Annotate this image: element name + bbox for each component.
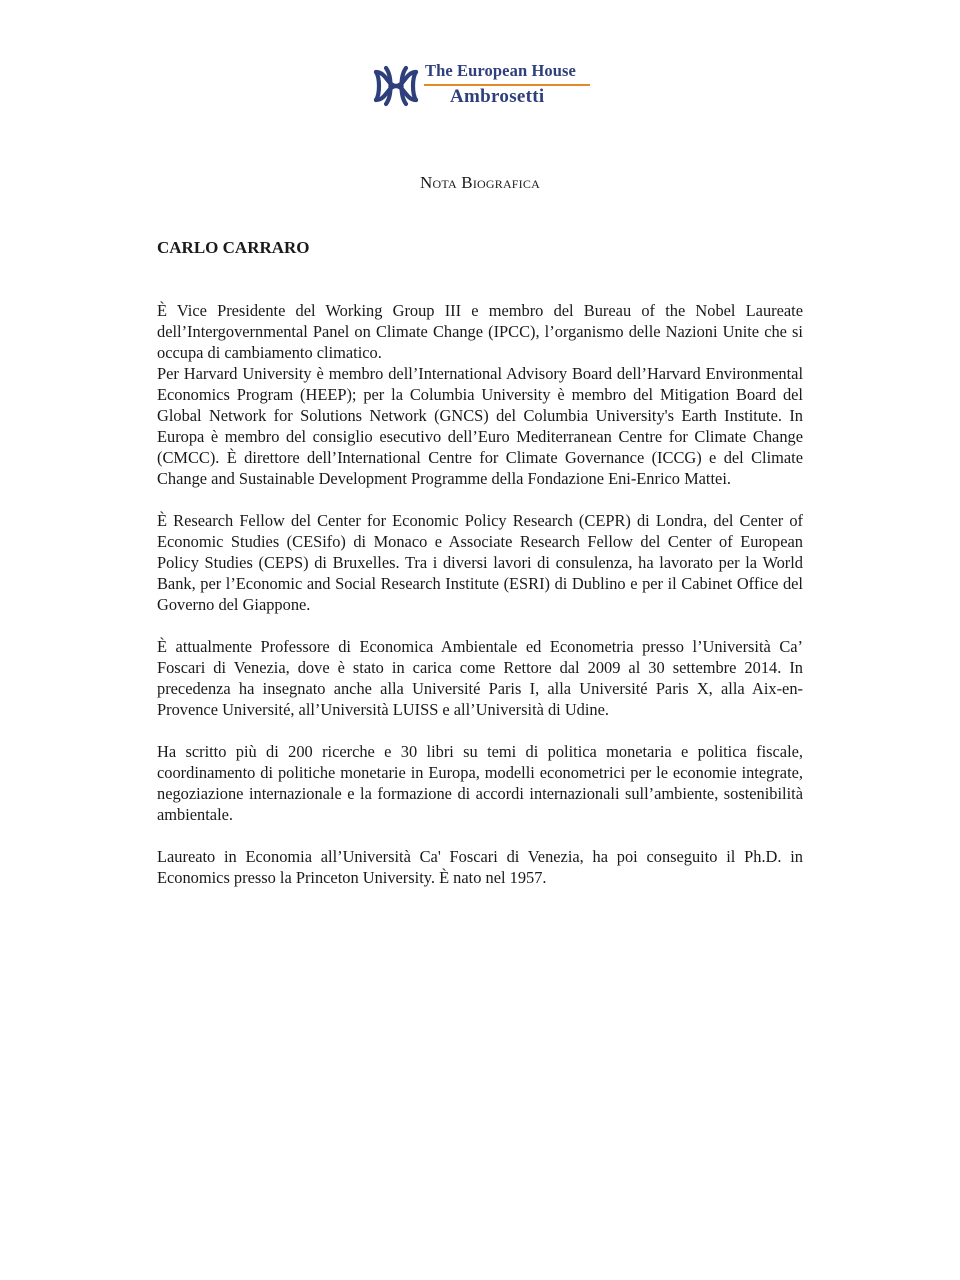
biography-body: [157, 300, 803, 888]
bio-paragraph: Ha scritto più di 200 ricerche e 30 libri su temi di politica monetaria e politica fiscale, coordinamento di politiche monetarie in Europa, modelli econometrici per le economie integrate, negoziazione internazionale e la formazione di accordi internazionali sull’ambiente, sostenibilità ambientale.: [157, 742, 803, 824]
bio-paragraph: Per Harvard University è membro dell’International Advisory Board dell’Harvard Environmental Economics Program (HEEP); per la Columbia University è membro del Mitigation Board del Global Network for Solutions Network (GNCS) del Columbia University's Earth Institute. In Europa è membro del consiglio esecutivo dell’Euro Mediterranean Centre for Climate Change (CMCC). È direttore dell’International Centre for Climate Governance (ICCG) e del Climate Change and Sustainable Development Programme della Fondazione Eni-Enrico Mattei.: [157, 364, 803, 488]
person-name: CARLO CARRARO: [157, 238, 310, 257]
bio-paragraph: È Vice Presidente del Working Group III e membro del Bureau of the Nobel Laureate dell’Intergovernmental Panel on Climate Change (IPCC), l’organismo delle Nazioni Unite che si occupa di cambiamento climatico.: [157, 301, 803, 362]
ambrosetti-logo-icon: [370, 64, 422, 108]
logo-text-line2: Ambrosetti: [450, 86, 545, 107]
bio-paragraph: È Research Fellow del Center for Economic Policy Research (CEPR) di Londra, del Center of Economic Studies (CESifo) di Monaco e Associate Research Fellow del Center of European Policy Studies (CEPS) di Bruxelles. Tra i diversi lavori di consulenza, ha lavorato per la World Bank, per l’Economic and Social Research Institute (ESRI) di Dublino e per il Cabinet Office del Governo del Giappone.: [157, 511, 803, 614]
logo-text-line1: The European House: [425, 61, 576, 80]
bio-paragraph: È attualmente Professore di Economica Ambientale ed Econometria presso l’Università Ca’ Foscari di Venezia, dove è stato in carica come Rettore dal 2009 al 30 settembre 2014. In precedenza ha insegnato anche alla Université Paris I, alla Université Paris X, alla Aix-en-Provence Université, all’Università LUISS e all’Università di Udine.: [157, 637, 803, 719]
bio-paragraph: Laureato in Economia all’Università Ca' Foscari di Venezia, ha poi conseguito il Ph.D. in Economics presso la Princeton University. È nato nel 1957.: [157, 847, 803, 887]
document-title: Nota Biografica: [420, 173, 540, 192]
company-logo: [370, 60, 600, 112]
